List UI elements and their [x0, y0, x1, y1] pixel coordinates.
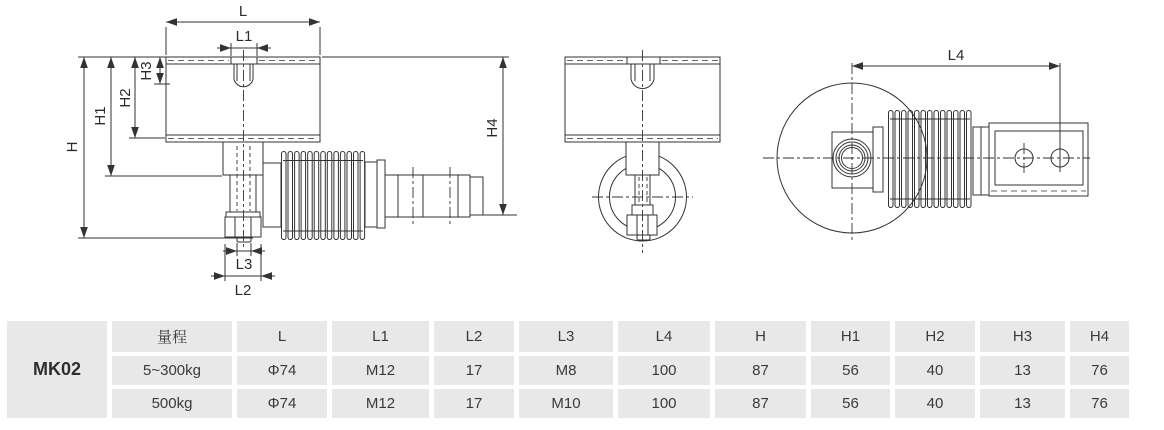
- col-header-L3: L3: [519, 321, 613, 352]
- cell-L2: 17: [434, 389, 514, 418]
- cell-L1: M12: [332, 356, 429, 385]
- col-header-H: H: [715, 321, 806, 352]
- cell-L4: 100: [618, 389, 710, 418]
- col-header-H4: H4: [1070, 321, 1129, 352]
- col-header-L2: L2: [434, 321, 514, 352]
- dim-label-L2: L2: [234, 282, 252, 299]
- cell-H3: 13: [980, 389, 1065, 418]
- spec-table: [2, 317, 1134, 422]
- cell-range: 500kg: [112, 389, 232, 418]
- spec-table-wrap: [2, 317, 1134, 422]
- cell-H: 87: [715, 389, 806, 418]
- cell-H1: 56: [811, 356, 890, 385]
- dim-label-L4: L4: [947, 47, 965, 64]
- table-row: [7, 356, 1129, 385]
- col-header-H2: H2: [895, 321, 975, 352]
- col-header-H3: H3: [980, 321, 1065, 352]
- cell-H4: 76: [1070, 389, 1129, 418]
- dim-label-H: H: [64, 141, 81, 153]
- cell-L2: 17: [434, 356, 514, 385]
- col-header-range: 量程: [112, 321, 232, 352]
- cell-H4: 76: [1070, 356, 1129, 385]
- cell-H3: 13: [980, 356, 1065, 385]
- cell-L: Φ74: [237, 356, 327, 385]
- table-row: [7, 389, 1129, 418]
- front-view: [565, 50, 720, 253]
- cell-range: 5~300kg: [112, 356, 232, 385]
- dim-label-H3: H3: [138, 61, 155, 81]
- cell-H: 87: [715, 356, 806, 385]
- cell-L4: 100: [618, 356, 710, 385]
- dim-label-L1: L1: [235, 28, 253, 45]
- dim-label-L3: L3: [235, 256, 253, 273]
- col-header-L1: L1: [332, 321, 429, 352]
- dim-label-H2: H2: [117, 88, 134, 108]
- model-cell: MK02: [7, 321, 107, 418]
- col-header-L: L: [237, 321, 327, 352]
- dim-label-H4: H4: [484, 118, 501, 138]
- col-header-H1: H1: [811, 321, 890, 352]
- dim-label-H1: H1: [92, 106, 109, 126]
- top-view: [763, 47, 1090, 242]
- bellows-side: [282, 152, 365, 240]
- cell-L3: M8: [519, 356, 613, 385]
- cell-L3: M10: [519, 389, 613, 418]
- cell-L: Φ74: [237, 389, 327, 418]
- side-view: [64, 3, 517, 299]
- cell-H1: 56: [811, 389, 890, 418]
- cell-H2: 40: [895, 356, 975, 385]
- cell-L1: M12: [332, 389, 429, 418]
- col-header-L4: L4: [618, 321, 710, 352]
- cell-H2: 40: [895, 389, 975, 418]
- dim-label-L: L: [238, 3, 248, 20]
- bellows-top: [889, 111, 972, 208]
